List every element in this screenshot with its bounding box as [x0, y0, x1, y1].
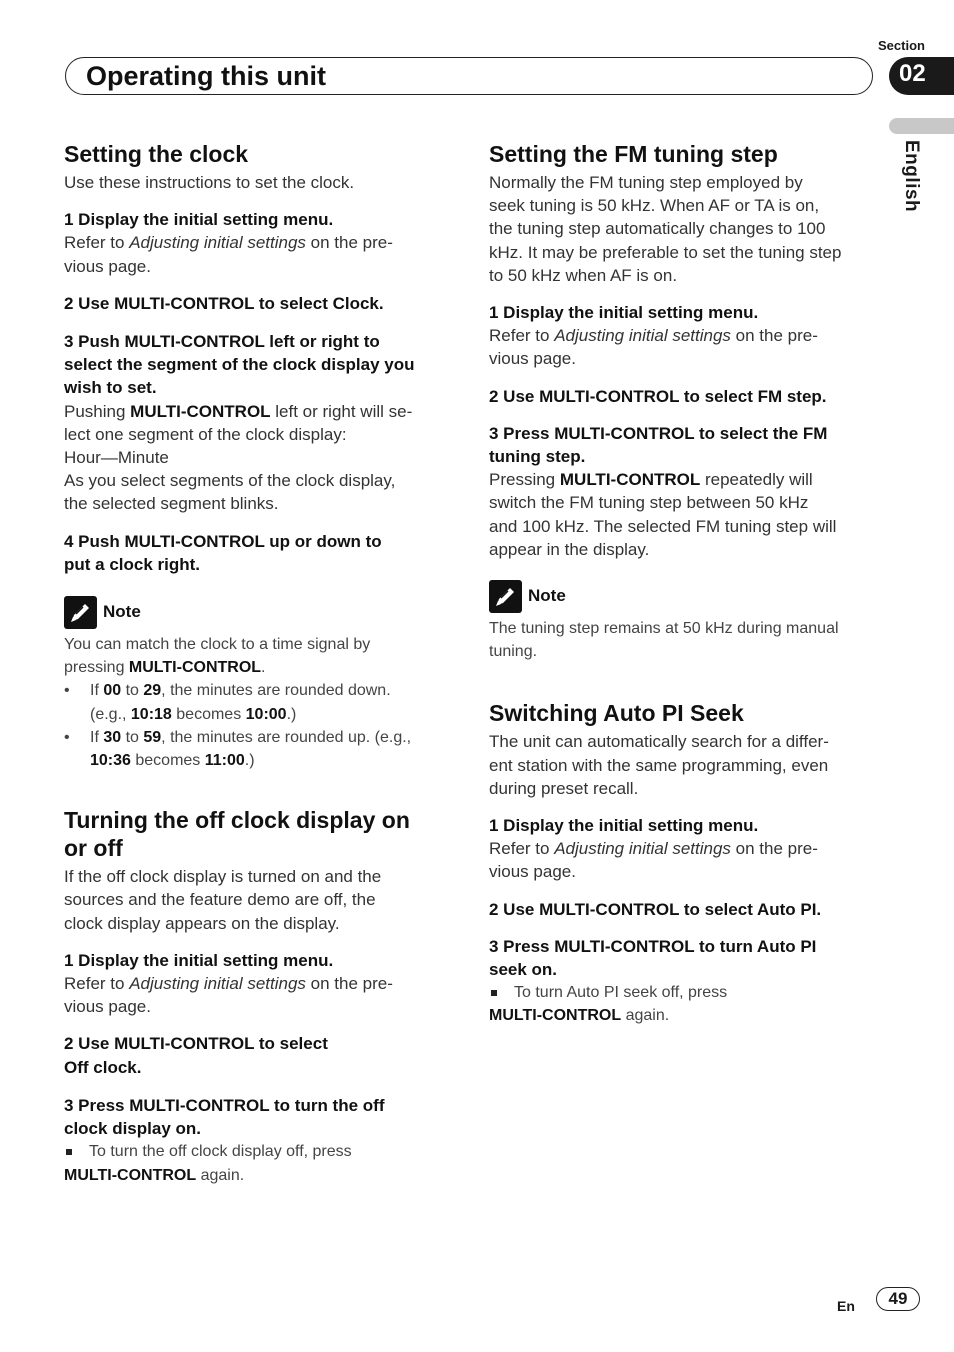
- pi-intro-3: during preset recall.: [489, 778, 639, 798]
- offclock-intro: If the off clock display is turned on and the: [64, 867, 382, 887]
- clock-step-2: 2 Use MULTI-CONTROL to select Clock.: [64, 293, 384, 313]
- note-label: Note: [103, 602, 141, 622]
- section-number-tab: 02: [889, 57, 954, 95]
- fm-intro: Normally the FM tuning step employed by: [489, 173, 803, 192]
- fm-step-3-body-4: appear in the display.: [489, 539, 650, 559]
- clock-step-4: 4 Push MULTI-CONTROL up or down to: [64, 531, 382, 551]
- clock-note-bullet-2: • If 30 to 59, the minutes are rounded up. (e.g., 10:36 becomes 11:00.): [64, 728, 412, 770]
- fm-step-2: 2 Use MULTI-CONTROL to select FM step.: [489, 386, 827, 406]
- fm-step-3: 3 Press MULTI-CONTROL to select the FM: [489, 423, 828, 443]
- offclock-step-1-body: Refer to Adjusting initial settings on the pre-: [64, 974, 393, 994]
- page-number: 49: [876, 1287, 920, 1311]
- pi-step-1: 1 Display the initial setting menu.: [489, 816, 759, 836]
- offclock-step-2: 2 Use MULTI-CONTROL to select: [64, 1034, 328, 1054]
- offclock-step-2-cont: Off clock.: [64, 1057, 142, 1077]
- offclock-step-3: 3 Press MULTI-CONTROL to turn the off: [64, 1095, 385, 1115]
- fm-step-1: 1 Display the initial setting menu.: [489, 303, 759, 323]
- pi-intro-2: ent station with the same programming, even: [489, 755, 829, 775]
- offclock-step-1: 1 Display the initial setting menu.: [64, 950, 334, 970]
- fm-note-header: [489, 579, 879, 613]
- pi-intro: The unit can automatically search for a differ-: [489, 732, 829, 752]
- pi-step-1-body: Refer to Adjusting initial settings on the pre-: [489, 839, 818, 859]
- clock-note-header: [64, 595, 449, 629]
- page-title: Operating this unit: [86, 61, 326, 91]
- pi-step-3-cont: seek on.: [489, 960, 558, 980]
- clock-step-3-body-2: lect one segment of the clock display:: [64, 424, 347, 444]
- pi-step-1-body-cont: vious page.: [489, 862, 576, 882]
- clock-note-text: You can match the clock to a time signal by: [64, 636, 371, 654]
- pi-step-3-bullet: To turn Auto PI seek off, press: [489, 981, 879, 1004]
- page-header: [65, 57, 873, 95]
- clock-step-3-cont2: wish to set.: [64, 378, 157, 398]
- fm-intro-3: the tuning step automatically changes to 100: [489, 219, 826, 239]
- offclock-intro-3: clock display appears on the display.: [64, 913, 340, 933]
- footer-language: En: [837, 1298, 855, 1314]
- clock-step-1: 1 Display the initial setting menu.: [64, 210, 334, 230]
- heading-setting-clock: Setting the clock: [64, 141, 249, 167]
- offclock-intro-2: sources and the feature demo are off, the: [64, 890, 376, 910]
- note-pencil-icon: [64, 596, 97, 629]
- fm-step-1-body-cont: vious page.: [489, 349, 576, 369]
- offclock-step-1-body-cont: vious page.: [64, 997, 151, 1017]
- heading-fm-step: Setting the FM tuning step: [489, 141, 778, 167]
- clock-step-3-cont: select the segment of the clock display you: [64, 355, 415, 375]
- fm-step-3-body-3: and 100 kHz. The selected FM tuning step will: [489, 516, 837, 536]
- fm-step-3-body: Pressing MULTI-CONTROL repeatedly will: [489, 470, 813, 490]
- section-label: Section: [878, 38, 925, 53]
- note-label: Note: [528, 586, 566, 606]
- clock-step-4-cont: put a clock right.: [64, 554, 201, 574]
- fm-step-3-cont: tuning step.: [489, 447, 586, 467]
- offclock-step-3-bullet: To turn the off clock display off, press: [64, 1140, 449, 1163]
- language-tab: [889, 118, 954, 134]
- clock-step-1-body-cont: vious page.: [64, 256, 151, 276]
- pi-step-3-bullet-cont: MULTI-CONTROL again.: [489, 1007, 670, 1025]
- note-pencil-icon: [489, 580, 522, 613]
- fm-intro-2: seek tuning is 50 kHz. When AF or TA is on,: [489, 196, 820, 216]
- clock-note-text-2: pressing MULTI-CONTROL.: [64, 659, 266, 677]
- clock-step-1-body: Refer to Adjusting initial settings on the pre-: [64, 233, 393, 253]
- fm-note-text: The tuning step remains at 50 kHz during manual: [489, 620, 839, 638]
- clock-step-3-body-5: the selected segment blinks.: [64, 494, 279, 514]
- clock-step-3: 3 Push MULTI-CONTROL left or right to: [64, 332, 380, 352]
- language-label: English: [901, 140, 922, 213]
- clock-intro: Use these instructions to set the clock.: [64, 173, 355, 192]
- fm-intro-4: kHz. It may be preferable to set the tuning step: [489, 242, 842, 262]
- fm-step-3-body-2: switch the FM tuning step between 50 kHz: [489, 493, 809, 513]
- pi-step-2: 2 Use MULTI-CONTROL to select Auto PI.: [489, 899, 822, 919]
- heading-auto-pi: Switching Auto PI Seek: [489, 700, 744, 727]
- right-column: [489, 140, 879, 1028]
- left-column: [64, 140, 449, 1187]
- clock-step-3-body-4: As you select segments of the clock display,: [64, 471, 396, 491]
- offclock-step-3-cont: clock display on.: [64, 1119, 201, 1139]
- pi-step-3: 3 Press MULTI-CONTROL to turn Auto PI: [489, 936, 817, 956]
- fm-step-1-body: Refer to Adjusting initial settings on the pre-: [489, 326, 818, 346]
- heading-off-clock-cont: or off: [64, 835, 123, 862]
- offclock-step-3-bullet-cont: MULTI-CONTROL again.: [64, 1166, 245, 1184]
- clock-step-3-body: Pushing MULTI-CONTROL left or right will se-: [64, 401, 413, 421]
- clock-note-bullet-1: • If 00 to 29, the minutes are rounded down. (e.g., 10:18 becomes 10:00.): [64, 682, 391, 723]
- clock-step-3-body-3: Hour—Minute: [64, 448, 169, 468]
- fm-note-text-2: tuning.: [489, 643, 538, 661]
- heading-off-clock: Turning the off clock display on: [64, 807, 410, 834]
- fm-intro-5: to 50 kHz when AF is on.: [489, 265, 678, 285]
